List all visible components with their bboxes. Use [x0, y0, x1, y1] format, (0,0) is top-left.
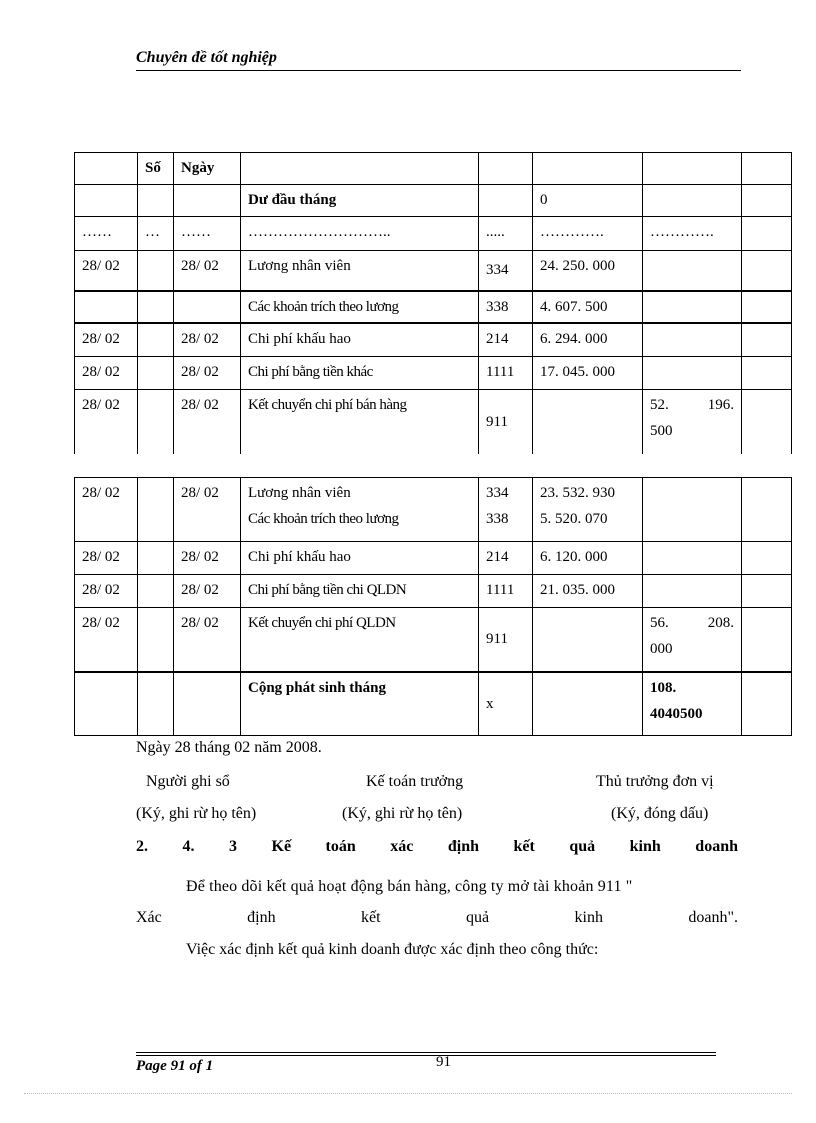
- table-cell: [742, 291, 792, 323]
- table-cell: [241, 153, 479, 185]
- table-header-so: Số: [138, 153, 174, 185]
- table-cell: [643, 542, 742, 575]
- table-cell: [138, 357, 174, 390]
- total-value-line: 108.: [650, 679, 677, 696]
- table-cell: [75, 672, 138, 736]
- table-cell: [138, 478, 174, 542]
- total-account: x: [479, 672, 533, 736]
- paragraph-line: Để theo dõi kết quả hoạt động bán hàng, công ty mở tài khoản 911 ": [186, 878, 633, 895]
- table-header-row: [75, 153, 792, 185]
- credit-part: 52.: [650, 397, 669, 413]
- table-cell: [643, 291, 742, 323]
- credit-part: 196.: [707, 397, 734, 413]
- table-cell: [643, 575, 742, 608]
- table-cell-date: 28/ 02: [174, 357, 241, 390]
- table-cell-date: 28/ 02: [174, 542, 241, 575]
- table-cell-date: 28/ 02: [174, 478, 241, 542]
- table-cell: [643, 185, 742, 217]
- paragraph-word: Xác: [136, 909, 162, 926]
- total-value: [643, 672, 742, 736]
- table-cell: [138, 575, 174, 608]
- table-row: [75, 575, 792, 608]
- table-cell-account: 214: [479, 542, 533, 575]
- table-cell-description: Chi phí bằng tiền chi QLDN: [241, 575, 479, 608]
- heading-word: doanh: [695, 838, 738, 855]
- table-row-ellipsis: [75, 217, 792, 251]
- table-cell: [742, 390, 792, 454]
- paragraph-word: định: [247, 909, 276, 926]
- date-line: Ngày 28 tháng 02 năm 2008.: [136, 739, 322, 756]
- table-cell: [138, 672, 174, 736]
- paragraph-word: kết: [361, 909, 381, 926]
- table-cell: [533, 153, 643, 185]
- table-cell-account: 911: [479, 390, 533, 454]
- signer-note-head: (Ký, đóng dấu): [611, 805, 709, 822]
- table-cell: [533, 608, 643, 672]
- table-cell-date: 28/ 02: [75, 323, 138, 357]
- heading-word: 3: [229, 838, 237, 855]
- footer-page-number: 91: [436, 1054, 451, 1070]
- paragraph-line: Việc xác định kết quả kinh doanh được xác định theo công thức:: [186, 941, 599, 958]
- table-cell: ………………………..: [241, 217, 479, 251]
- table-cell: [742, 251, 792, 291]
- page-edge-dotted-rule: [24, 1093, 792, 1094]
- footer-rule: [136, 1055, 716, 1056]
- footer-rule: [136, 1052, 716, 1053]
- ledger-table-admin-expenses: [74, 477, 792, 736]
- description-line: Các khoản trích theo lương: [248, 511, 399, 527]
- table-cell-account: [479, 478, 533, 542]
- paragraph-line-justified: [136, 909, 738, 927]
- table-cell-account: 214: [479, 323, 533, 357]
- table-cell-description: Chi phí khấu hao: [241, 542, 479, 575]
- table-cell: [742, 357, 792, 390]
- table-cell-account: 1111: [479, 575, 533, 608]
- table-cell-amount: 21. 035. 000: [533, 575, 643, 608]
- heading-word: quả: [569, 838, 596, 855]
- table-row: [75, 357, 792, 390]
- table-cell-date: 28/ 02: [75, 478, 138, 542]
- total-label: Cộng phát sinh tháng: [241, 672, 479, 736]
- section-heading: [136, 838, 738, 856]
- table-cell: [643, 323, 742, 357]
- table-cell-description: Chi phí khấu hao: [241, 323, 479, 357]
- table-cell: ……: [174, 217, 241, 251]
- table-cell-description: Các khoản trích theo lương: [241, 291, 479, 323]
- signer-note-chief-accountant: (Ký, ghi rừ họ tên): [342, 805, 463, 822]
- credit-line: [650, 392, 734, 418]
- table-cell-credit: [643, 608, 742, 672]
- table-cell-date: [174, 291, 241, 323]
- signer-role-chief-accountant: Kế toán trưởng: [366, 773, 464, 790]
- table-cell: [742, 478, 792, 542]
- heading-word: Kế: [271, 838, 292, 855]
- table-row: [75, 542, 792, 575]
- table-cell-description: Kết chuyển chi phí bán hàng: [241, 390, 479, 454]
- heading-word: toán: [325, 838, 356, 855]
- paragraph-word: doanh".: [688, 909, 738, 926]
- table-cell-date: 28/ 02: [75, 575, 138, 608]
- signer-note-recorder: (Ký, ghi rừ họ tên): [136, 805, 257, 822]
- table-cell: [533, 672, 643, 736]
- table-cell: [533, 390, 643, 454]
- table-cell-date: 28/ 02: [75, 357, 138, 390]
- table-cell-description: Chi phí bằng tiền khác: [241, 357, 479, 390]
- table-cell-account: 334: [479, 251, 533, 291]
- table-cell-account: 338: [479, 291, 533, 323]
- table-cell: [174, 185, 241, 217]
- table-cell: ……: [75, 217, 138, 251]
- table-cell-description: Lương nhân viên: [241, 251, 479, 291]
- table-cell: [138, 291, 174, 323]
- table-row-total: [75, 672, 792, 736]
- table-cell: [643, 251, 742, 291]
- table-cell: [138, 542, 174, 575]
- table-cell: [742, 608, 792, 672]
- table-cell: ………….: [643, 217, 742, 251]
- table-row-opening-balance: [75, 185, 792, 217]
- table-cell-amount: 24. 250. 000: [533, 251, 643, 291]
- table-cell-account: 911: [479, 608, 533, 672]
- table-cell: [742, 672, 792, 736]
- credit-tail: 500: [650, 423, 673, 439]
- table-cell-date: 28/ 02: [75, 608, 138, 672]
- total-value-line: 4040500: [650, 705, 703, 722]
- table-cell-amount: 4. 607. 500: [533, 291, 643, 323]
- table-cell: [75, 185, 138, 217]
- heading-word: kinh: [629, 838, 661, 855]
- table-cell-account: 1111: [479, 357, 533, 390]
- table-cell: [742, 185, 792, 217]
- heading-word: định: [447, 838, 480, 855]
- credit-line: [650, 610, 734, 636]
- footer-page-label: Page 91 of 1: [136, 1058, 214, 1074]
- signer-role-head: Thủ trưởng đơn vị: [596, 773, 714, 790]
- table-cell: …: [138, 217, 174, 251]
- table-cell: .....: [479, 217, 533, 251]
- table-cell: [138, 251, 174, 291]
- paragraph-word: quả: [465, 909, 490, 926]
- table-row-transfer: [75, 390, 792, 454]
- table-cell: [479, 153, 533, 185]
- table-row: [75, 323, 792, 357]
- table-cell: [643, 478, 742, 542]
- credit-part: 208.: [707, 615, 734, 631]
- heading-word: xác: [390, 838, 414, 855]
- table-cell-amount: 17. 045. 000: [533, 357, 643, 390]
- opening-balance-label: Dư đầu tháng: [241, 185, 479, 217]
- table-cell: [138, 323, 174, 357]
- table-cell: [479, 185, 533, 217]
- table-cell-date: 28/ 02: [75, 542, 138, 575]
- table-cell: [742, 323, 792, 357]
- account-line: 334: [486, 485, 509, 501]
- table-cell-amount: 6. 294. 000: [533, 323, 643, 357]
- table-cell: [643, 153, 742, 185]
- table-row: [75, 291, 792, 323]
- document-title: Chuyên đề tốt nghiệp: [136, 49, 277, 66]
- ledger-table-selling-expenses: [74, 152, 792, 454]
- table-cell-description: [241, 478, 479, 542]
- table-cell-amount: 6. 120. 000: [533, 542, 643, 575]
- account-line: 338: [486, 511, 509, 527]
- table-row: [75, 478, 792, 542]
- table-cell-date: 28/ 02: [174, 323, 241, 357]
- heading-word: 4.: [182, 838, 195, 855]
- table-cell: [742, 542, 792, 575]
- table-cell: [75, 153, 138, 185]
- paragraph-word: kinh: [574, 909, 603, 926]
- header-rule: [136, 70, 741, 71]
- table-cell: [643, 357, 742, 390]
- table-cell-date: 28/ 02: [174, 251, 241, 291]
- table-cell-date: 28/ 02: [174, 608, 241, 672]
- table-cell: ………….: [533, 217, 643, 251]
- table-cell: [138, 608, 174, 672]
- table-row-transfer: [75, 608, 792, 672]
- table-cell-date: 28/ 02: [75, 251, 138, 291]
- heading-word: 2.: [136, 838, 148, 855]
- table-row: [75, 251, 792, 291]
- table-cell-date: 28/ 02: [75, 390, 138, 454]
- table-cell-amount: [533, 478, 643, 542]
- opening-balance-value: 0: [533, 185, 643, 217]
- table-cell: [138, 185, 174, 217]
- table-cell-date: 28/ 02: [174, 390, 241, 454]
- table-cell: [138, 390, 174, 454]
- signer-role-recorder: Người ghi sổ: [146, 773, 230, 790]
- table-cell-credit: [643, 390, 742, 454]
- table-cell: [742, 153, 792, 185]
- amount-line: 23. 532. 930: [540, 485, 615, 501]
- table-cell: [742, 575, 792, 608]
- credit-part: 56.: [650, 615, 669, 631]
- credit-tail: 000: [650, 641, 673, 657]
- heading-word: kết: [513, 838, 535, 855]
- table-cell-description: Kết chuyển chi phí QLDN: [241, 608, 479, 672]
- table-cell: [174, 672, 241, 736]
- table-header-ngay: Ngày: [174, 153, 241, 185]
- table-cell-date: [75, 291, 138, 323]
- description-line: Lương nhân viên: [248, 485, 351, 501]
- table-cell: [742, 217, 792, 251]
- amount-line: 5. 520. 070: [540, 511, 608, 527]
- table-cell-date: 28/ 02: [174, 575, 241, 608]
